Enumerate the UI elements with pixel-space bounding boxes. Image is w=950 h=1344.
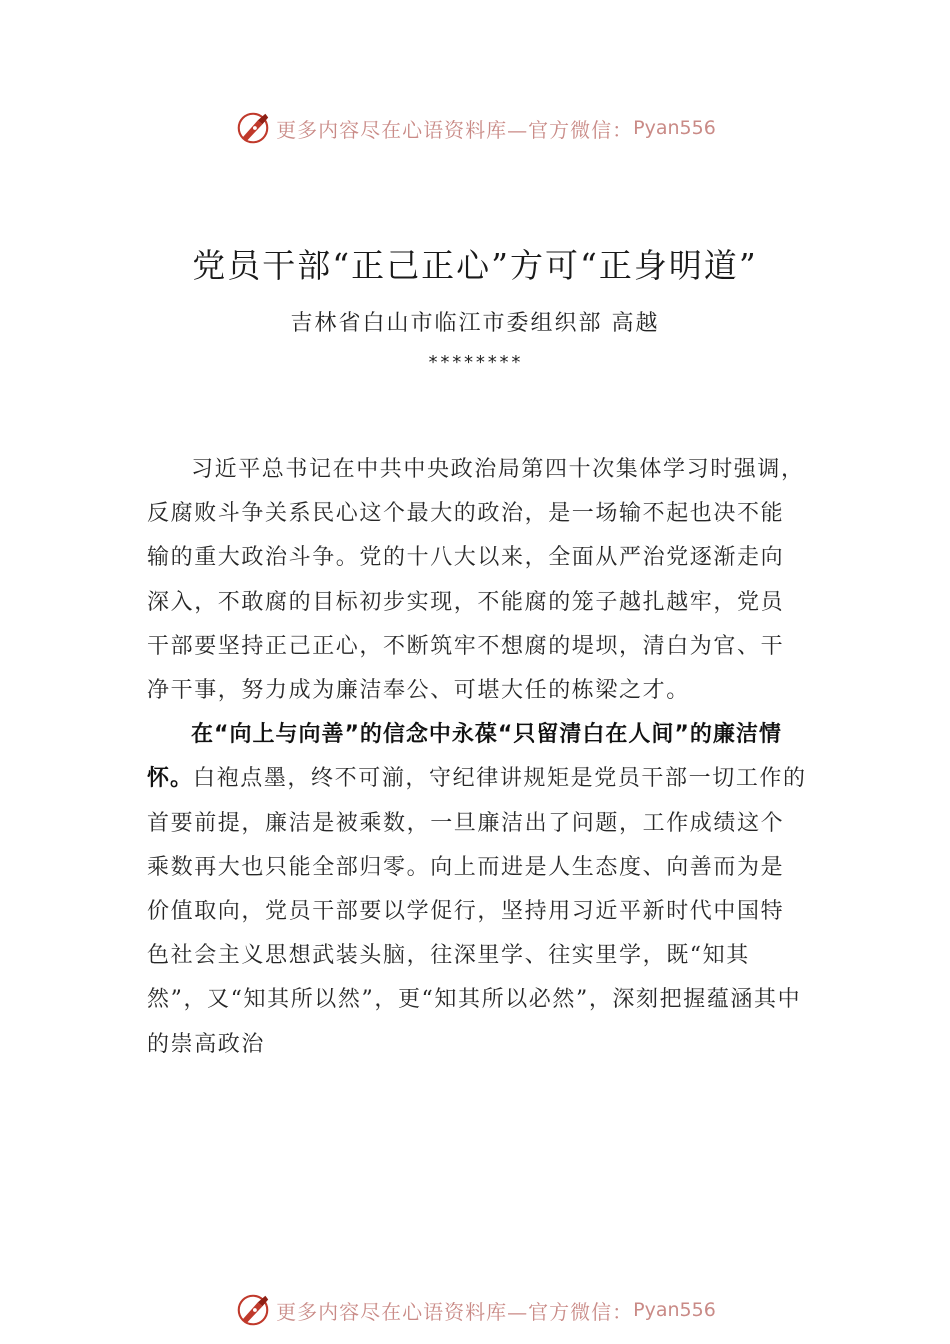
header-watermark-banner xyxy=(0,106,950,150)
pen-nib-logo-icon xyxy=(234,109,272,147)
pen-nib-logo-icon xyxy=(234,1291,272,1329)
footer-watermark-banner xyxy=(0,1288,950,1332)
footer-wechat-id: Pyan556 xyxy=(633,1299,716,1321)
paragraph-2 xyxy=(147,713,807,1067)
header-banner-text: 更多内容尽在心语资料库—官方微信： xyxy=(276,117,634,142)
separator-asterisks: ******** xyxy=(427,352,523,373)
article-author: 吉林省白山市临江市委组织部 高越 xyxy=(290,311,660,336)
article-body xyxy=(147,448,807,1067)
article-title: 党员干部“正己正心”方可“正身明道” xyxy=(192,246,758,285)
paragraph-1 xyxy=(147,448,807,713)
footer-banner-text: 更多内容尽在心语资料库—官方微信： xyxy=(276,1299,634,1324)
paragraph-2-text: 白袍点墨，终不可湔，守纪律讲规矩是党员干部一切工作的首要前提，廉洁是被乘数，一旦廉洁出了问题，工作成绩这个乘数再大也只能全部归零。向上而进是人生态度、向善而为是价值取向，党员干部要以学促行，坚持用习近平新时代中国特色社会主义思想武装头脑，往深里学、往实里学，既“知其然”，又“知其所以然”，更“知其所以必然”，深刻把握蕴涵其中的崇高政治 xyxy=(147,766,807,1057)
header-wechat-id: Pyan556 xyxy=(633,117,716,139)
paragraph-2-lead-heading: 在“向上与向善”的信念中永葆“只留清白在人间”的廉洁情怀。 xyxy=(147,722,782,792)
paragraph-1-text: 习近平总书记在中共中央政治局第四十次集体学习时强调，反腐败斗争关系民心这个最大的政治，是一场输不起也决不能输的重大政治斗争。党的十八大以来，全面从严治党逐渐走向深入，不敢腐的目标初步实现，不能腐的笼子越扎越牢，党员干部要坚持正己正心，不断筑牢不想腐的堤坝，清白为官、干净干事，努力成为廉洁奉公、可堪大任的栋梁之才。 xyxy=(147,457,805,704)
